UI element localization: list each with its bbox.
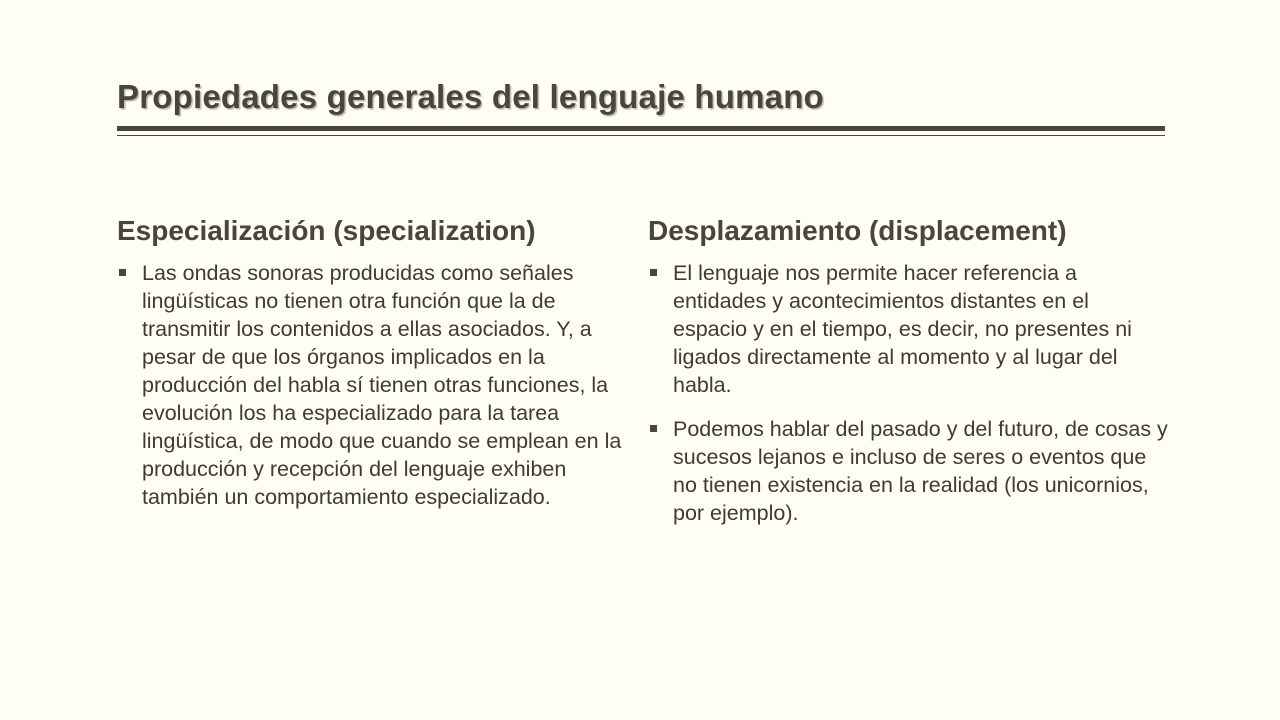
bullet-item: [648, 415, 1168, 527]
bullet-text: Las ondas sonoras producidas como señales lingüísticas no tienen otra función que la de transmitir los contenidos a ellas asociados. Y, a pesar de que los órganos implicados en la producción del habla sí tienen otras funciones, la evolución los ha especializado para la tarea lingüística, de modo que cuando se emplean en la producción y recepción del lenguaje exhiben también un comportamiento especializado.: [142, 261, 622, 509]
slide-title: Propiedades generales del lenguaje humano: [117, 78, 824, 115]
right-column: [648, 213, 1168, 543]
bullet-item: [117, 259, 637, 511]
left-column: [117, 213, 637, 527]
bullet-item: [648, 259, 1168, 399]
square-bullet-icon: [119, 269, 126, 276]
square-bullet-icon: [650, 269, 657, 276]
bullet-text: El lenguaje nos permite hacer referencia a entidades y acontecimientos distantes en el espacio y en el tiempo, es decir, no presentes ni ligados directamente al momento y al lugar del habla.: [673, 261, 1132, 397]
square-bullet-icon: [650, 425, 657, 432]
bullet-text: Podemos hablar del pasado y del futuro, de cosas y sucesos lejanos e incluso de seres o eventos que no tienen existencia en la realidad (los unicornios, por ejemplo).: [673, 417, 1168, 525]
right-column-heading: Desplazamiento (displacement): [648, 215, 1067, 246]
left-column-heading: Especialización (specialization): [117, 215, 536, 246]
title-underline-thick: [117, 126, 1165, 131]
title-underline-thin: [117, 135, 1165, 136]
